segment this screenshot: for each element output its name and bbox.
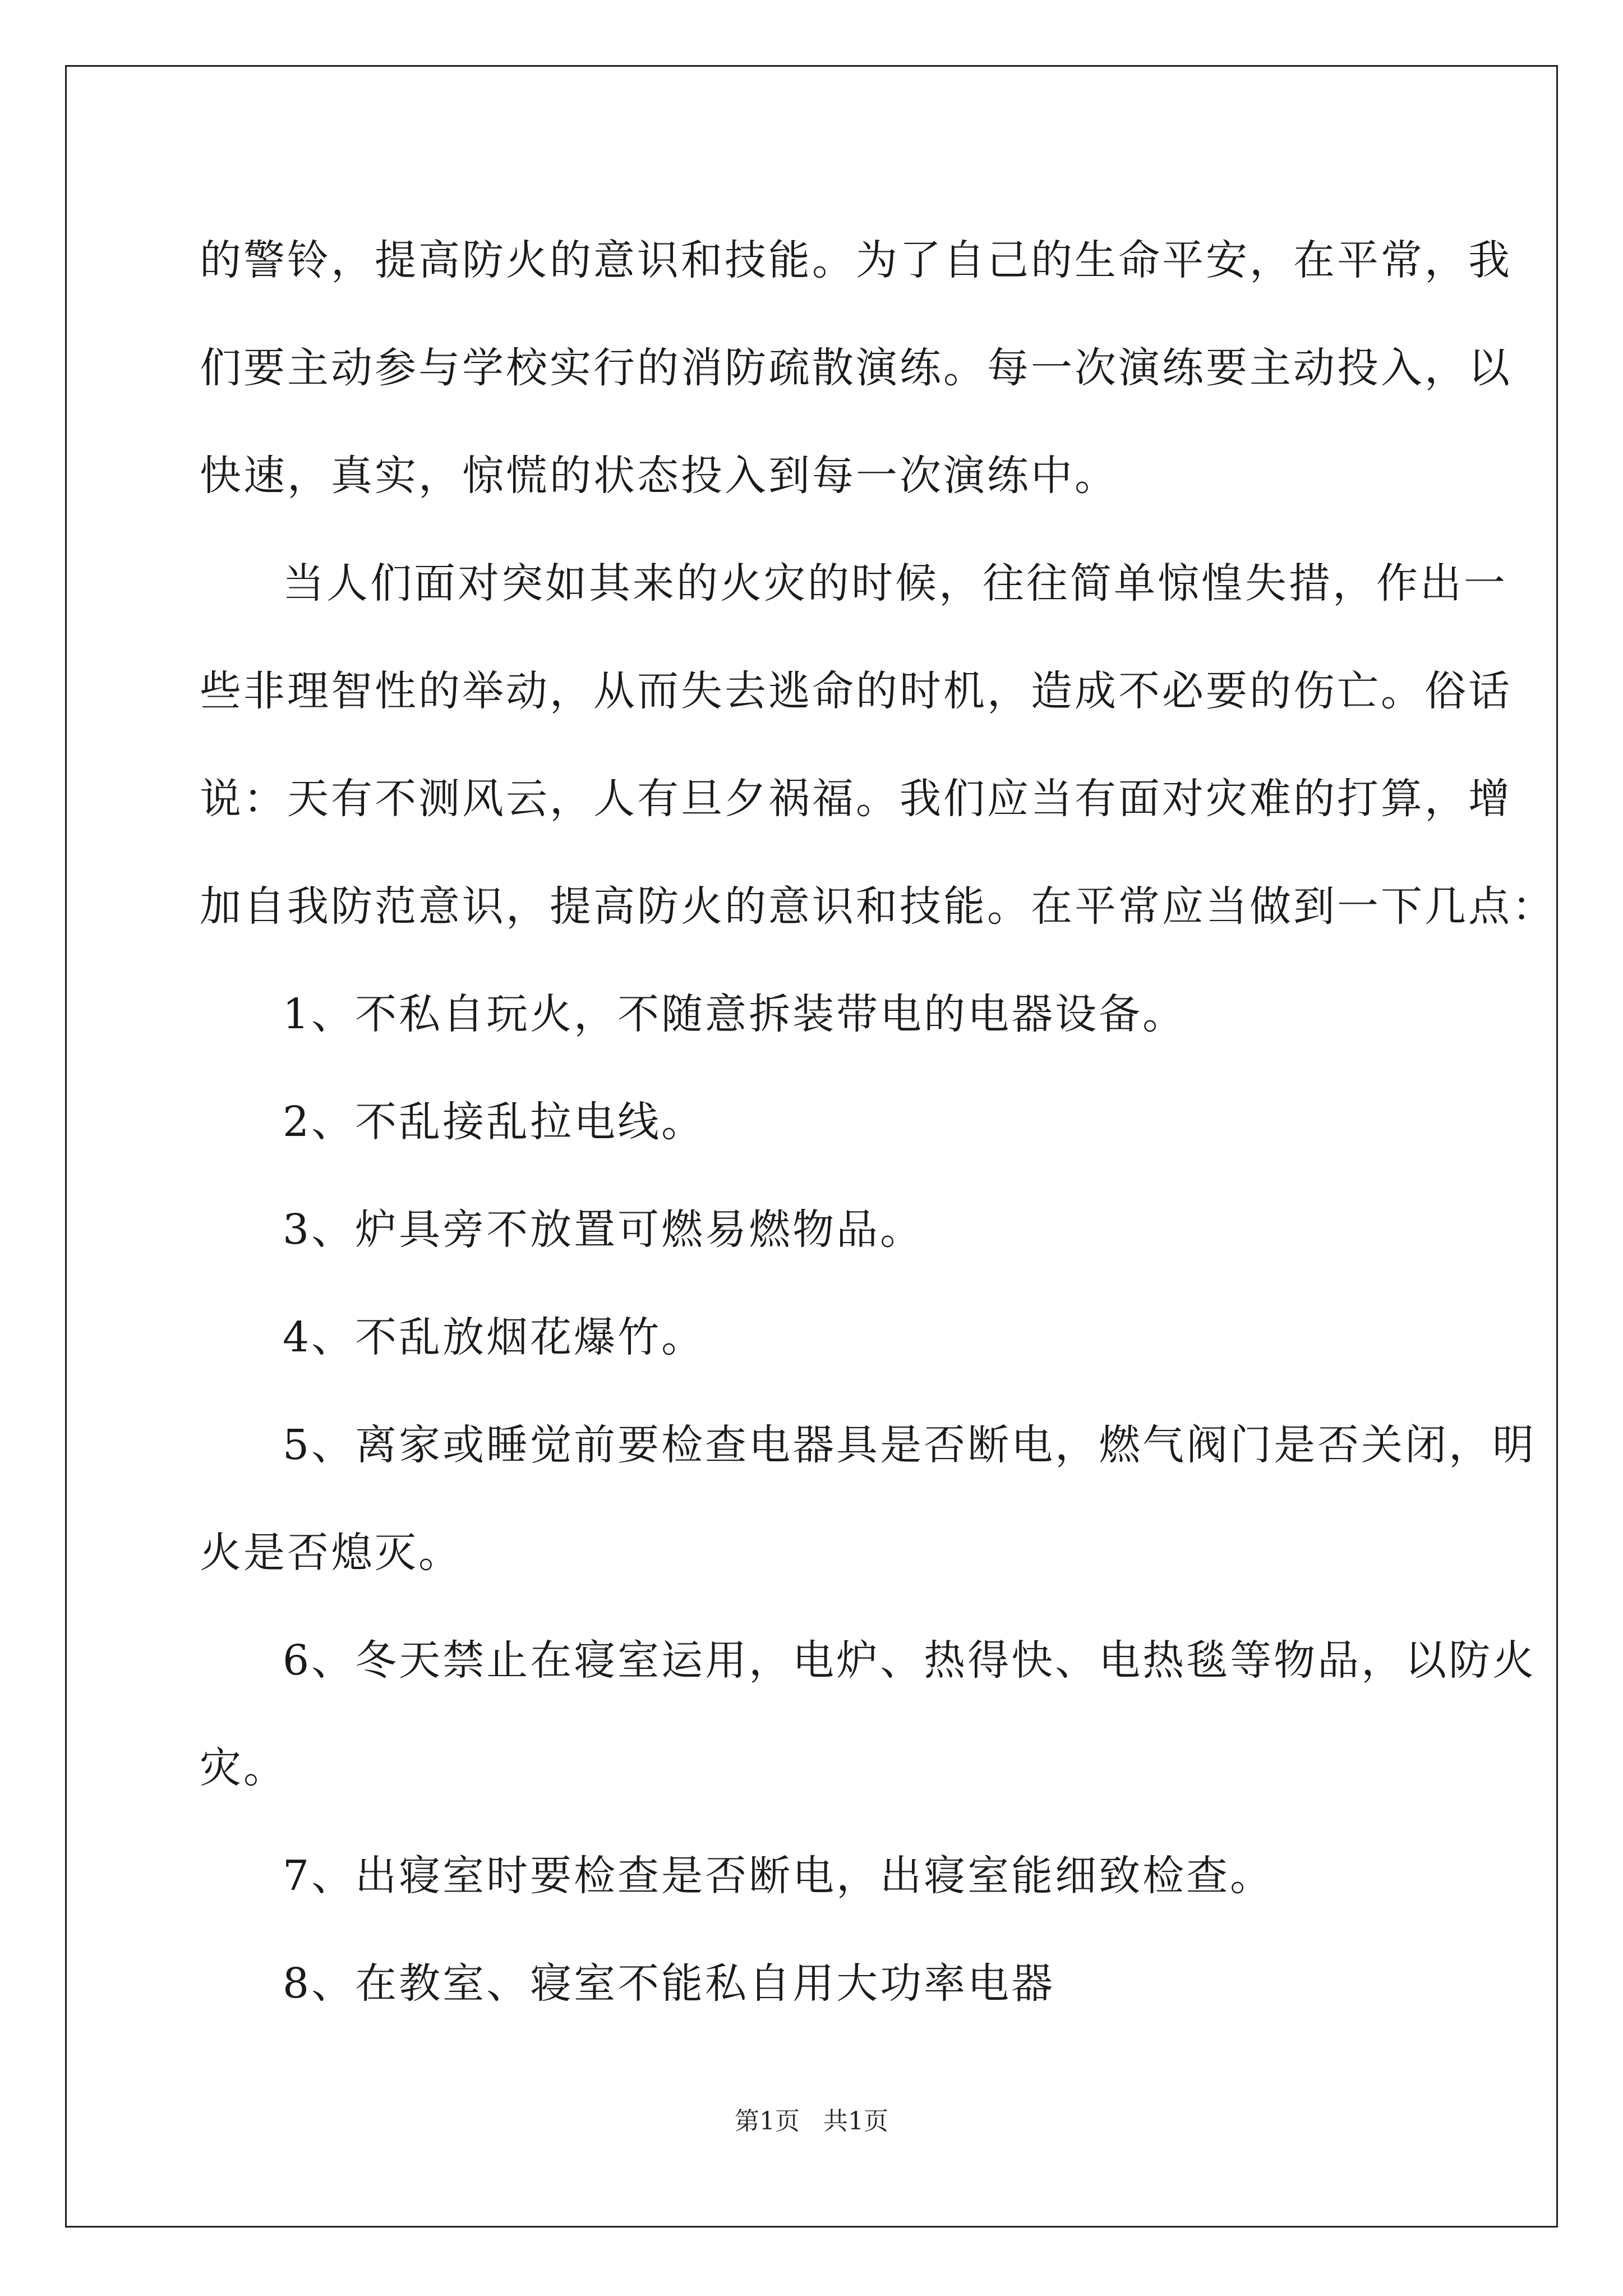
list-item-5-continuation: 火是否熄灭。 xyxy=(200,1529,462,1577)
text-line: 的警铃，提高防火的意识和技能。为了自己的生命平安，在平常，我 xyxy=(200,236,1512,284)
list-item-4: 4、不乱放烟花爆竹。 xyxy=(283,1313,706,1361)
list-item-5: 5、离家或睡觉前要检查电器具是否断电，燃气阀门是否关闭，明 xyxy=(283,1421,1537,1469)
text-line: 加自我防范意识，提高防火的意识和技能。在平常应当做到一下几点： xyxy=(200,882,1556,931)
text-line: 些非理智性的举动，从而失去逃命的时机，造成不必要的伤亡。俗话 xyxy=(200,667,1512,715)
text-line: 快速，真实，惊慌的状态投入到每一次演练中。 xyxy=(200,452,1118,500)
text-line: 们要主动参与学校实行的消防疏散演练。每一次演练要主动投入，以 xyxy=(200,344,1512,392)
list-item-7: 7、出寝室时要检查是否断电，出寝室能细致检查。 xyxy=(283,1852,1274,1900)
paragraph-start-line: 当人们面对突如其来的火灾的时候，往往简单惊惶失措，作出一 xyxy=(283,559,1507,608)
list-item-8: 8、在教室、寝室不能私自用大功率电器 xyxy=(283,1959,1055,2008)
page-number: 第1页 xyxy=(735,2107,800,2136)
list-item-3: 3、炉具旁不放置可燃易燃物品。 xyxy=(283,1205,924,1254)
page-total: 共1页 xyxy=(823,2107,888,2136)
list-item-1: 1、不私自玩火，不随意拆装带电的电器设备。 xyxy=(283,990,1187,1038)
page-footer xyxy=(0,2105,1623,2138)
text-line: 说：天有不测风云，人有旦夕祸福。我们应当有面对灾难的打算，增 xyxy=(200,775,1512,823)
list-item-6: 6、冬天禁止在寝室运用，电炉、热得快、电热毯等物品，以防火 xyxy=(283,1636,1537,1685)
list-item-2: 2、不乱接乱拉电线。 xyxy=(283,1098,706,1146)
list-item-6-continuation: 灾。 xyxy=(200,1744,287,1792)
document-body xyxy=(200,206,1556,2037)
